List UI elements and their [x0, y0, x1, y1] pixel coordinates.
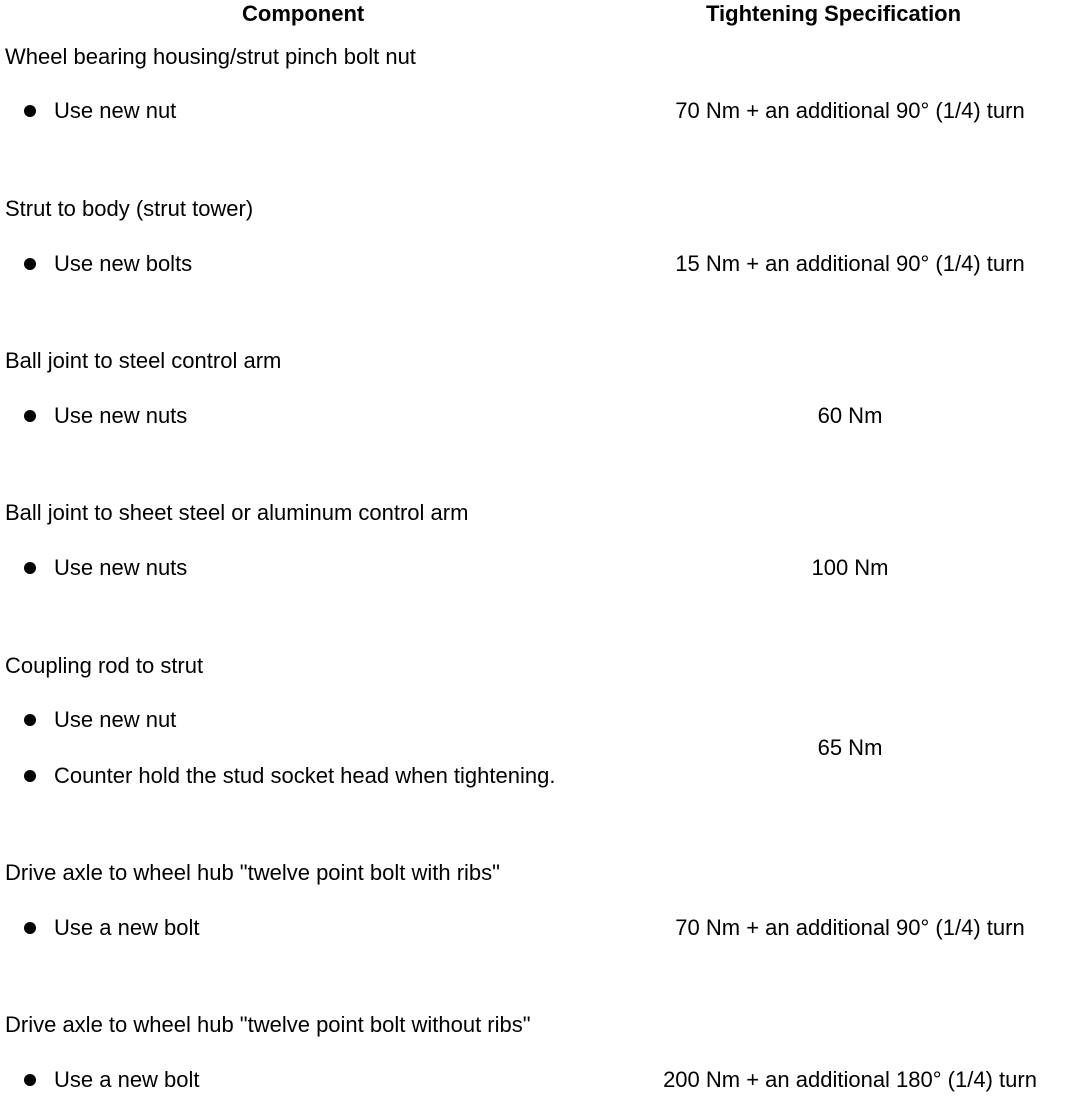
component-name: Drive axle to wheel hub "twelve point bolt with ribs": [5, 860, 500, 885]
note-item: [24, 555, 187, 581]
note-item: [24, 763, 555, 789]
tightening-spec: 200 Nm + an additional 180° (1/4) turn: [663, 1067, 1037, 1092]
tightening-spec: 60 Nm: [817, 403, 883, 428]
note-text: Use new nut: [54, 98, 177, 123]
note-text: Use new nut: [54, 707, 177, 732]
note-item: [24, 1067, 200, 1093]
note-text: Counter hold the stud socket head when tightening.: [54, 763, 556, 788]
bullet-icon: [24, 410, 36, 422]
bullet-icon: [24, 258, 36, 270]
bullet-icon: [24, 922, 36, 934]
component-name: Wheel bearing housing/strut pinch bolt nut: [5, 44, 416, 69]
note-item: [24, 403, 187, 429]
component-name: Ball joint to steel control arm: [5, 348, 282, 373]
tightening-spec: 70 Nm + an additional 90° (1/4) turn: [675, 915, 1025, 940]
component-name: Drive axle to wheel hub "twelve point bolt without ribs": [5, 1012, 531, 1037]
note-item: [24, 915, 200, 941]
note-text: Use new nuts: [54, 403, 188, 428]
tightening-spec: 70 Nm + an additional 90° (1/4) turn: [675, 98, 1025, 123]
note-text: Use a new bolt: [54, 915, 200, 940]
component-name: Ball joint to sheet steel or aluminum control arm: [5, 500, 469, 525]
column-header-component: Component: [242, 1, 365, 26]
note-text: Use new bolts: [54, 251, 193, 276]
note-text: Use a new bolt: [54, 1067, 200, 1092]
component-name: Coupling rod to strut: [5, 653, 204, 678]
bullet-icon: [24, 105, 36, 117]
bullet-icon: [24, 1074, 36, 1086]
note-item: [24, 98, 176, 124]
note-item: [24, 707, 176, 733]
note-text: Use new nuts: [54, 555, 188, 580]
note-item: [24, 251, 192, 277]
tightening-spec: 65 Nm: [817, 735, 883, 760]
component-name: Strut to body (strut tower): [5, 196, 254, 221]
tightening-spec: 100 Nm: [811, 555, 889, 580]
tightening-spec: 15 Nm + an additional 90° (1/4) turn: [675, 251, 1025, 276]
column-header-specification: Tightening Specification: [706, 1, 962, 26]
bullet-icon: [24, 770, 36, 782]
bullet-icon: [24, 562, 36, 574]
bullet-icon: [24, 714, 36, 726]
